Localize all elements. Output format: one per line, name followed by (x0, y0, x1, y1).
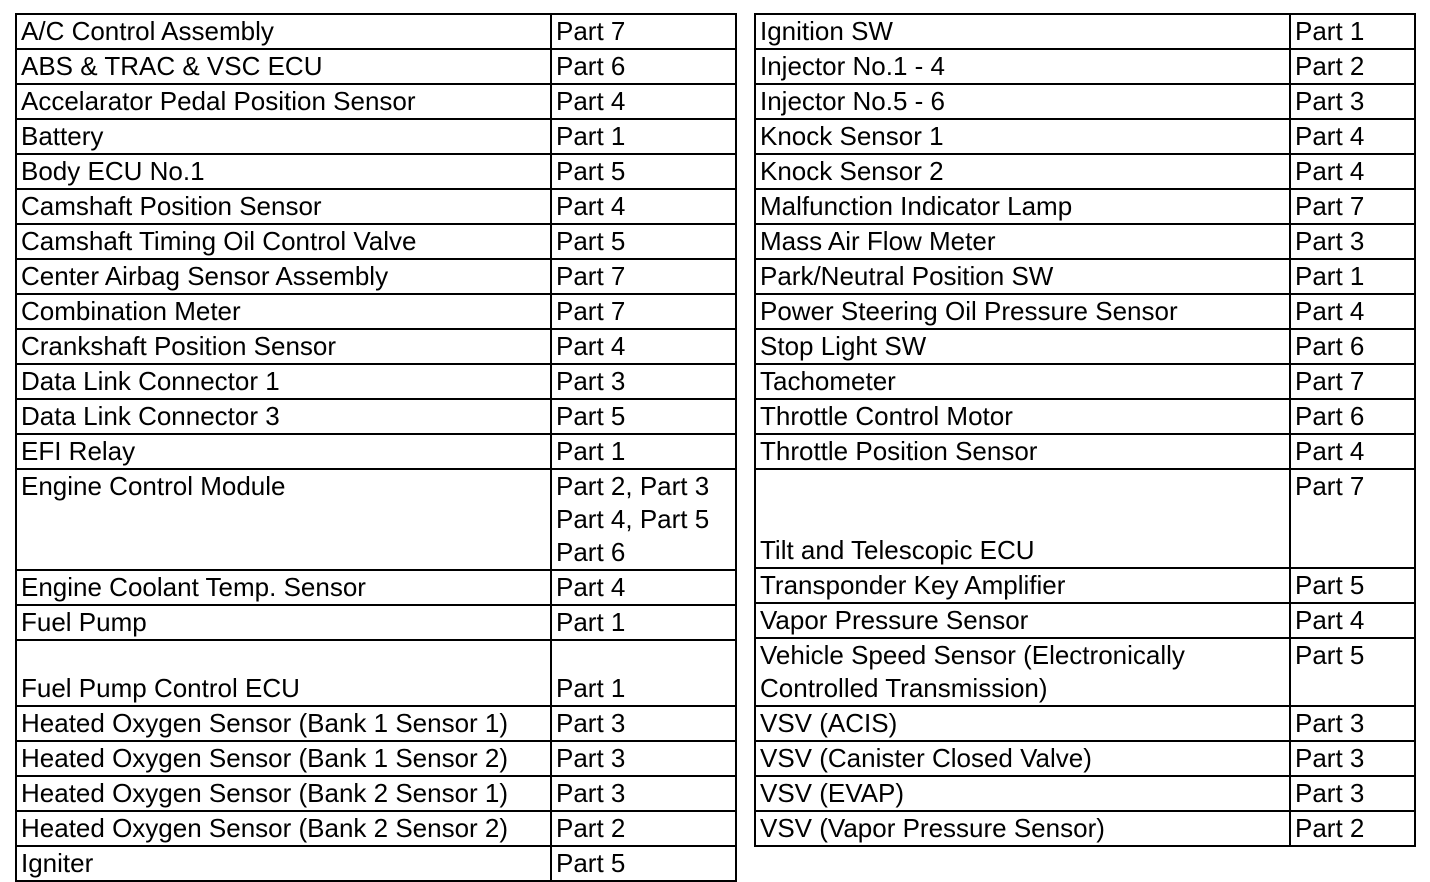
component-name-cell (755, 469, 1290, 568)
component-name-cell (755, 811, 1290, 846)
part-reference-cell (1290, 14, 1415, 49)
part-reference: Part 7 (1295, 471, 1365, 501)
component-name-cell (755, 49, 1290, 84)
table-row (16, 49, 736, 84)
part-reference: Part 4 (1295, 296, 1365, 326)
part-reference: Part 7 (556, 261, 626, 291)
part-reference-cell (551, 741, 736, 776)
part-reference: Part 5 (1295, 640, 1365, 670)
part-reference: Part 2, Part 3 (556, 471, 710, 501)
table-row (755, 603, 1415, 638)
part-reference: Part 1 (556, 673, 626, 703)
component-name-cell (16, 294, 551, 329)
component-name: Igniter (21, 848, 94, 878)
table-row (755, 469, 1415, 568)
component-name-cell (16, 605, 551, 640)
table-row (16, 364, 736, 399)
part-reference: Part 4 (556, 191, 626, 221)
component-name-cell (16, 189, 551, 224)
component-name: Tachometer (760, 366, 896, 396)
part-reference-cell (551, 706, 736, 741)
part-reference-cell (1290, 154, 1415, 189)
component-name: Injector No.5 - 6 (760, 86, 945, 116)
component-name-cell (16, 846, 551, 881)
component-name-cell (16, 259, 551, 294)
table-row (755, 434, 1415, 469)
component-name: VSV (EVAP) (760, 778, 905, 808)
part-reference-cell (1290, 776, 1415, 811)
table-row (16, 259, 736, 294)
part-reference: Part 1 (556, 436, 626, 466)
table-row (16, 434, 736, 469)
component-name: Combination Meter (21, 296, 241, 326)
component-name: Ignition SW (760, 16, 893, 46)
part-reference: Part 7 (1295, 191, 1365, 221)
part-reference: Part 7 (1295, 366, 1365, 396)
table-row (16, 294, 736, 329)
part-reference-cell (1290, 49, 1415, 84)
part-reference-cell (551, 294, 736, 329)
part-reference-cell (1290, 603, 1415, 638)
table-row (755, 49, 1415, 84)
part-reference: Part 3 (1295, 226, 1365, 256)
table-row (755, 224, 1415, 259)
component-name-cell (755, 776, 1290, 811)
component-name-cell (755, 638, 1290, 706)
part-reference-cell (551, 119, 736, 154)
component-name-cell (16, 640, 551, 706)
component-name-cell (755, 329, 1290, 364)
component-name: Knock Sensor 1 (760, 121, 944, 151)
part-reference: Part 4 (1295, 121, 1365, 151)
component-name: Malfunction Indicator Lamp (760, 191, 1073, 221)
component-name: Camshaft Position Sensor (21, 191, 322, 221)
component-name-cell (755, 119, 1290, 154)
component-name: Fuel Pump Control ECU (21, 673, 300, 703)
part-reference-cell (1290, 638, 1415, 706)
component-name-cell (16, 434, 551, 469)
table-row (755, 294, 1415, 329)
part-reference-cell (551, 846, 736, 881)
component-name: Tilt and Telescopic ECU (760, 535, 1035, 565)
component-name: EFI Relay (21, 436, 136, 466)
part-reference: Part 3 (1295, 708, 1365, 738)
component-name: Injector No.1 - 4 (760, 51, 945, 81)
part-reference-cell (551, 329, 736, 364)
table-row (16, 741, 736, 776)
component-name-cell (755, 189, 1290, 224)
component-name-cell (16, 776, 551, 811)
component-name: Throttle Position Sensor (760, 436, 1038, 466)
component-name-cell (755, 14, 1290, 49)
part-reference-cell (551, 364, 736, 399)
table-row (16, 706, 736, 741)
table-row (16, 154, 736, 189)
table-row (16, 119, 736, 154)
part-reference-cell (1290, 84, 1415, 119)
table-row (16, 776, 736, 811)
component-name: Stop Light SW (760, 331, 927, 361)
part-reference-cell (1290, 119, 1415, 154)
component-name: VSV (Vapor Pressure Sensor) (760, 813, 1105, 843)
component-name: A/C Control Assembly (21, 16, 274, 46)
part-reference: Part 7 (556, 296, 626, 326)
component-name: Engine Coolant Temp. Sensor (21, 572, 366, 602)
table-row (755, 399, 1415, 434)
component-name: Accelarator Pedal Position Sensor (21, 86, 416, 116)
part-reference: Part 2 (556, 813, 626, 843)
part-reference-cell (551, 259, 736, 294)
component-name-cell (16, 49, 551, 84)
right-component-table (754, 13, 1416, 847)
part-reference: Part 5 (556, 226, 626, 256)
table-row (16, 570, 736, 605)
part-reference: Part 7 (556, 16, 626, 46)
component-name: Mass Air Flow Meter (760, 226, 996, 256)
component-name-cell (755, 706, 1290, 741)
component-name-cell (755, 154, 1290, 189)
part-reference: Part 4 (1295, 605, 1365, 635)
part-reference-cell (1290, 294, 1415, 329)
part-reference: Part 3 (556, 778, 626, 808)
component-name: VSV (ACIS) (760, 708, 898, 738)
component-name-cell (755, 364, 1290, 399)
part-reference-cell (551, 84, 736, 119)
table-row (16, 640, 736, 706)
table-row (16, 846, 736, 881)
part-reference-cell (1290, 259, 1415, 294)
part-reference: Part 1 (1295, 261, 1365, 291)
component-name-cell (16, 399, 551, 434)
table-row (16, 605, 736, 640)
component-name-cell (16, 811, 551, 846)
component-name: VSV (Canister Closed Valve) (760, 743, 1092, 773)
component-name-cell (755, 603, 1290, 638)
part-reference: Part 4 (556, 572, 626, 602)
part-reference: Part 1 (556, 121, 626, 151)
component-name-cell (16, 119, 551, 154)
part-reference: Part 4 (556, 86, 626, 116)
table-row (755, 154, 1415, 189)
component-name-cell (16, 14, 551, 49)
component-name-cell (16, 469, 551, 570)
part-reference: Part 4 (1295, 156, 1365, 186)
part-reference-cell (1290, 469, 1415, 568)
component-name-cell (16, 329, 551, 364)
part-reference-cell (1290, 399, 1415, 434)
table-row (755, 364, 1415, 399)
part-reference-cell (1290, 434, 1415, 469)
part-reference-cell (551, 469, 736, 570)
part-reference-cell (551, 14, 736, 49)
table-row (755, 811, 1415, 846)
part-reference: Part 6 (556, 537, 626, 567)
part-reference: Part 4 (1295, 436, 1365, 466)
table-row (755, 638, 1415, 706)
part-reference-cell (551, 399, 736, 434)
component-name-cell (16, 224, 551, 259)
right-table-body (755, 14, 1415, 846)
part-reference: Part 1 (556, 607, 626, 637)
part-reference-cell (551, 640, 736, 706)
left-table-body (16, 14, 736, 881)
table-row (755, 776, 1415, 811)
component-name-cell (755, 568, 1290, 603)
table-row (755, 329, 1415, 364)
table-row (755, 119, 1415, 154)
component-name: Engine Control Module (21, 471, 286, 501)
table-row (755, 14, 1415, 49)
part-reference: Part 3 (556, 743, 626, 773)
component-name-cell (755, 294, 1290, 329)
component-name: ABS & TRAC & VSC ECU (21, 51, 323, 81)
part-reference: Part 5 (556, 401, 626, 431)
component-name-cell (755, 434, 1290, 469)
part-reference-cell (551, 605, 736, 640)
table-row (755, 741, 1415, 776)
component-name: Throttle Control Motor (760, 401, 1013, 431)
component-name: Transponder Key Amplifier (760, 570, 1066, 600)
part-reference-cell (551, 776, 736, 811)
component-name-cell (16, 84, 551, 119)
component-name: Power Steering Oil Pressure Sensor (760, 296, 1178, 326)
part-reference: Part 6 (1295, 331, 1365, 361)
table-row (16, 811, 736, 846)
left-component-table (15, 13, 737, 882)
component-name-cell (755, 399, 1290, 434)
component-name-cell (16, 154, 551, 189)
component-name: Knock Sensor 2 (760, 156, 944, 186)
part-reference-cell (1290, 811, 1415, 846)
component-name-cell (16, 741, 551, 776)
component-name: Center Airbag Sensor Assembly (21, 261, 389, 291)
table-row (755, 706, 1415, 741)
component-name-cell (755, 84, 1290, 119)
table-row (755, 84, 1415, 119)
part-reference-cell (1290, 364, 1415, 399)
part-reference-cell (1290, 329, 1415, 364)
table-row (755, 568, 1415, 603)
part-reference: Part 4, Part 5 (556, 504, 710, 534)
table-row (16, 14, 736, 49)
part-reference-cell (551, 811, 736, 846)
part-reference: Part 5 (1295, 570, 1365, 600)
part-reference: Part 1 (1295, 16, 1365, 46)
component-name-cell (16, 364, 551, 399)
table-row (755, 259, 1415, 294)
component-name: Battery (21, 121, 104, 151)
part-reference: Part 5 (556, 848, 626, 878)
part-reference-cell (551, 224, 736, 259)
table-row (16, 84, 736, 119)
component-name: Data Link Connector 3 (21, 401, 280, 431)
part-reference-cell (1290, 568, 1415, 603)
part-reference: Part 5 (556, 156, 626, 186)
part-reference: Part 6 (556, 51, 626, 81)
part-reference: Part 2 (1295, 51, 1365, 81)
component-name-cell (16, 570, 551, 605)
part-reference-cell (551, 189, 736, 224)
part-reference: Part 4 (556, 331, 626, 361)
component-name: Data Link Connector 1 (21, 366, 280, 396)
part-reference-cell (551, 570, 736, 605)
table-row (16, 399, 736, 434)
part-reference-cell (551, 434, 736, 469)
component-name-cell (755, 741, 1290, 776)
part-reference-cell (551, 49, 736, 84)
component-name-cell (755, 224, 1290, 259)
part-reference: Part 3 (556, 708, 626, 738)
table-row (755, 189, 1415, 224)
component-name: Controlled Transmission) (760, 673, 1048, 703)
component-name: Heated Oxygen Sensor (Bank 2 Sensor 1) (21, 778, 509, 808)
component-name-cell (16, 706, 551, 741)
part-reference: Part 3 (556, 366, 626, 396)
component-name: Heated Oxygen Sensor (Bank 2 Sensor 2) (21, 813, 509, 843)
part-reference-cell (1290, 706, 1415, 741)
part-reference: Part 3 (1295, 743, 1365, 773)
component-name: Camshaft Timing Oil Control Valve (21, 226, 417, 256)
component-name-cell (755, 259, 1290, 294)
part-reference: Part 3 (1295, 86, 1365, 116)
table-row (16, 469, 736, 570)
table-row (16, 189, 736, 224)
part-reference-cell (1290, 189, 1415, 224)
part-reference-cell (551, 154, 736, 189)
component-name: Heated Oxygen Sensor (Bank 1 Sensor 2) (21, 743, 509, 773)
part-reference: Part 2 (1295, 813, 1365, 843)
part-reference-cell (1290, 224, 1415, 259)
part-reference: Part 3 (1295, 778, 1365, 808)
component-name: Heated Oxygen Sensor (Bank 1 Sensor 1) (21, 708, 509, 738)
component-name: Vehicle Speed Sensor (Electronically (760, 640, 1185, 670)
part-reference: Part 6 (1295, 401, 1365, 431)
component-name: Crankshaft Position Sensor (21, 331, 337, 361)
table-row (16, 329, 736, 364)
component-name: Body ECU No.1 (21, 156, 205, 186)
component-name: Fuel Pump (21, 607, 147, 637)
table-row (16, 224, 736, 259)
component-name: Park/Neutral Position SW (760, 261, 1054, 291)
component-name: Vapor Pressure Sensor (760, 605, 1029, 635)
part-reference-cell (1290, 741, 1415, 776)
